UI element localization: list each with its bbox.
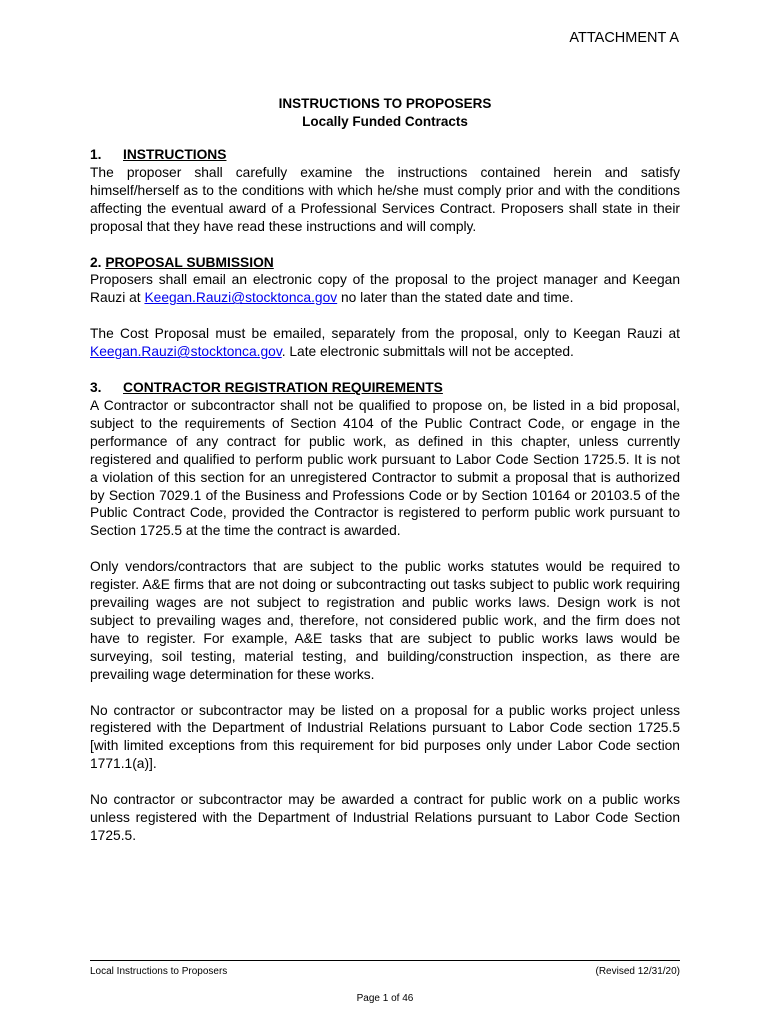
section-3-paragraph-2: Only vendors/contractors that are subject to the public works statutes would be required to register. A&E firms that are not doing or subcontracting out tasks subject to public work requiring prevailing wages are not subject to registration and public works laws. Design work is not subject to prevailing wages and, therefore, not considered public work, and the firm does not have to register. For example, A&E tasks that are subject to public works laws would be surveying, soil testing, material testing, and building/construction inspection, as there are prevailing wage determination for these works. <box>90 559 680 682</box>
page-number: Page 1 of 46 <box>356 993 414 1004</box>
section-number: 1. <box>90 147 102 162</box>
footer-revision-date: (Revised 12/31/20) <box>595 966 680 977</box>
attachment-label: ATTACHMENT A <box>569 30 679 46</box>
email-link[interactable]: Keegan.Rauzi@stocktonca.gov <box>144 290 338 306</box>
section-title: INSTRUCTIONS <box>123 147 227 162</box>
section-3-paragraph-1: A Contractor or subcontractor shall not be qualified to propose on, be listed in a bid proposal, subject to the requirements of Section 4104 of the Public Contract Code, or engage in the performance of any contract for public work, as defined in this chapter, unless currently registered and qualified to perform public work pursuant to Labor Code Section 1725.5. It is not a violation of this section for an unregistered Contractor to submit a proposal that is authorized by Section 7029.1 of the Business and Professions Code or by Section 10164 or 20103.5 of the Public Contract Code, provided the Contractor is registered to perform public work pursuant to Section 1725.5 at the time the contract is awarded. <box>90 397 680 539</box>
footer-divider <box>90 960 680 961</box>
text-span: Proposers shall email an electronic copy of the proposal to the project manager and Keegan Rauzi at <box>90 272 680 306</box>
section-3-paragraph-3: No contractor or subcontractor may be listed on a proposal for a public works project unless registered with the Department of Industrial Relations pursuant to Labor Code section 1725.5 [with limited exceptions from this requirement for bid purposes only under Labor Code section 1771.1(a)]. <box>90 702 680 772</box>
document-title <box>0 95 770 131</box>
section-number: 2. <box>90 254 102 270</box>
section-1-heading <box>90 146 680 164</box>
text-span: . Late electronic submittals will not be accepted. <box>281 344 574 360</box>
section-2-paragraph-1 <box>90 271 680 307</box>
section-1-paragraph: The proposer shall carefully examine the instructions contained herein and satisfy himself/herself as to the conditions with which he/she must comply prior and with the conditions affecting the eventual award of a Professional Services Contract. Proposers shall state in their proposal that they have read these instructions and will comply. <box>90 164 680 234</box>
section-3-heading <box>90 379 680 397</box>
document-body <box>90 146 680 845</box>
text-span: no later than the stated date and time. <box>337 290 574 306</box>
section-3-paragraph-4: No contractor or subcontractor may be awarded a contract for public work on a public works unless registered with the Department of Industrial Relations pursuant to Labor Code Section 1725.5. <box>90 792 680 843</box>
section-title: CONTRACTOR REGISTRATION REQUIREMENTS <box>123 380 443 396</box>
section-2-heading <box>90 254 680 272</box>
text-span: The Cost Proposal must be emailed, separately from the proposal, only to Keegan Rauzi at <box>90 326 680 342</box>
section-number: 3. <box>90 380 102 396</box>
section-title: PROPOSAL SUBMISSION <box>105 254 274 270</box>
section-2-paragraph-2 <box>90 325 680 361</box>
title-subtitle: Locally Funded Contracts <box>302 114 468 129</box>
email-link[interactable]: Keegan.Rauzi@stocktonca.gov <box>90 344 282 360</box>
title-main: INSTRUCTIONS TO PROPOSERS <box>278 96 492 111</box>
footer-document-name: Local Instructions to Proposers <box>90 966 228 977</box>
